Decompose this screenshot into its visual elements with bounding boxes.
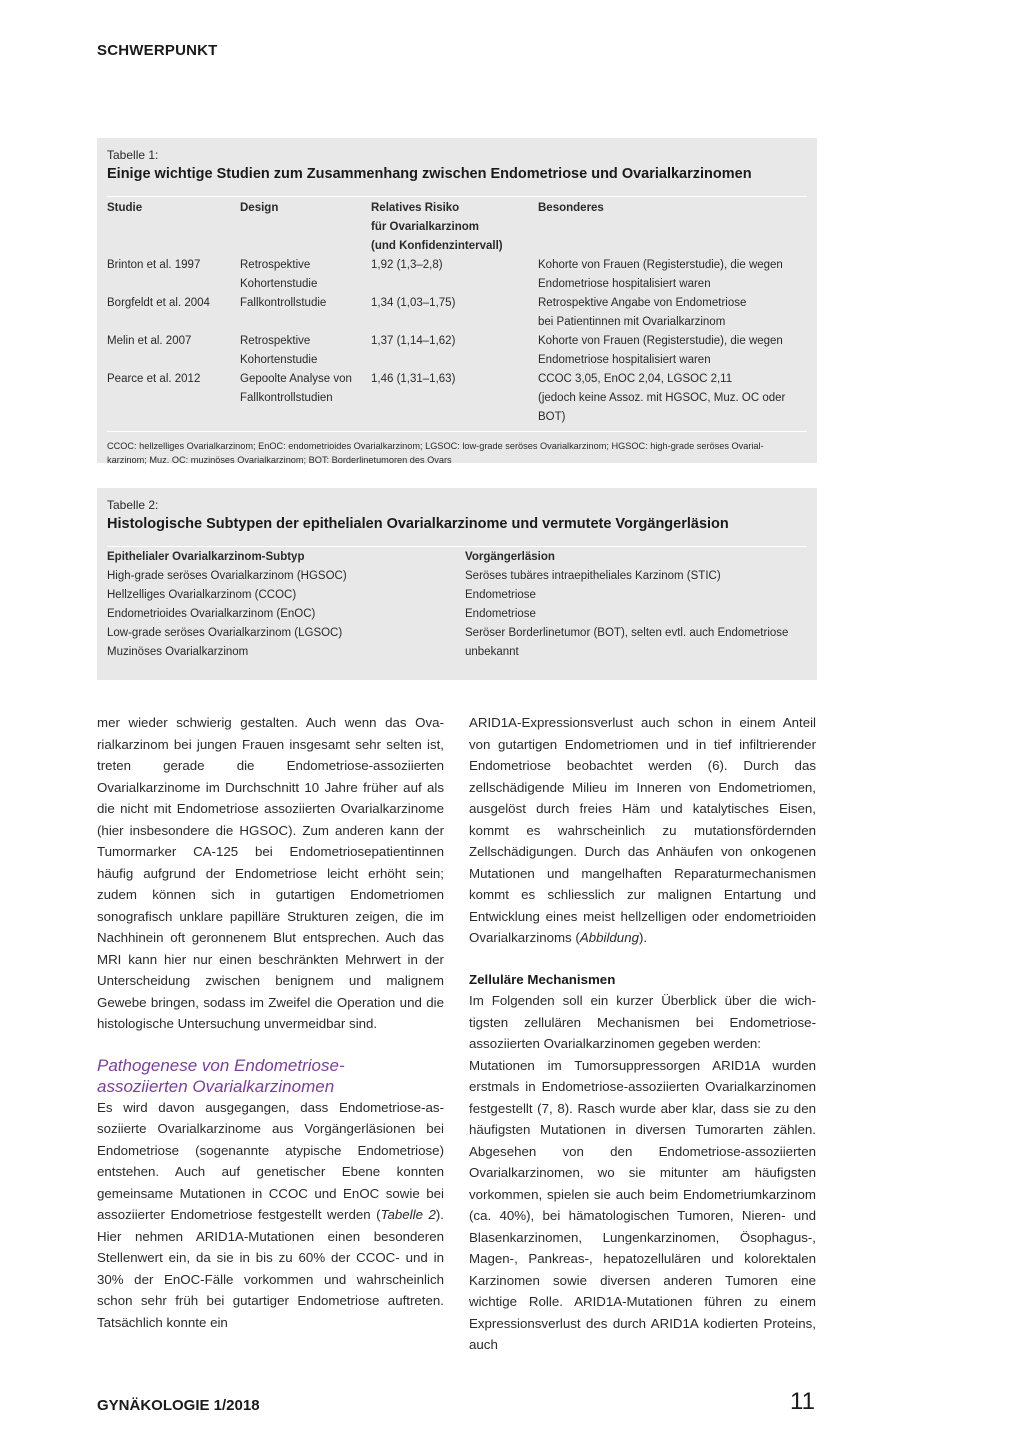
table-row (107, 624, 807, 643)
paragraph: Im Folgenden soll ein kurzer Überblick über die wichtigsten zellulären Mechanismen bei Endometriose-assoziierten Ovarialkarzinomen gegeben werden: (469, 993, 816, 1051)
table-cell: Borgfeldt et al. 2004 (107, 297, 210, 309)
table-2-header-row (107, 548, 807, 567)
section-label: SCHWERPUNKT (97, 42, 218, 59)
table-1 (97, 138, 817, 463)
table-1-header-row (107, 199, 807, 256)
table-2-label: Tabelle 2: (107, 498, 159, 512)
text-run: Es wird davon ausgegangen, dass Endometriose-assoziierte Ovarialkarzinome aus Vorgängerläsionen bei Endometriose (sogenannte atypische Endometriose) entstehen. Auch auf genetischer Ebene konnten gemeinsame Mutationen in CCOC und EnOC sowie bei assoziierter Endometriose festgestellt werden ( (97, 1099, 444, 1222)
table-header-cell: Studie (107, 202, 143, 214)
table-cell: Kohorte von Frauen (Registerstudie), die wegen Endometriose hospitalisiert waren (538, 335, 783, 366)
table-row (107, 567, 807, 586)
figure-reference: Abbildung (579, 930, 639, 945)
table-cell: Hellzelliges Ovarialkarzinom (CCOC) (107, 589, 297, 601)
table-rule (107, 546, 807, 547)
table-1-footnote: CCOC: hellzelliges Ovarialkarzinom; EnOC: endometrioides Ovarialkarzinom; LGSOC: low-grade seröses Ovarialkarzinom; HGSOC: high-grade seröses Ovarial- karzinom; Muz. OC: muzinöses Ovarialkarzinom; BOT: Borderlinetumoren des Ovars (107, 441, 764, 465)
table-header-cell: Besonderes (538, 202, 604, 214)
table-cell: 1,46 (1,31–1,63) (371, 373, 456, 385)
table-1-title: Einige wichtige Studien zum Zusammenhang zwischen Endometriose und Ovarialkarzinomen (107, 166, 752, 182)
table-row (107, 256, 807, 294)
table-cell: Kohorte von Frauen (Registerstudie), die wegen Endometriose hospitalisiert waren (538, 259, 783, 290)
table-header-cell: Vorgängerläsion (465, 551, 555, 563)
table-cell: 1,92 (1,3–2,8) (371, 259, 443, 271)
table-cell: Melin et al. 2007 (107, 335, 192, 347)
table-cell: unbekannt (465, 646, 519, 658)
table-rule (107, 196, 807, 197)
table-cell: Low-grade seröses Ovarialkarzinom (LGSOC) (107, 627, 343, 639)
table-cell: High-grade seröses Ovarialkarzinom (HGSOC) (107, 570, 347, 582)
table-cell: Retrospektive Kohortenstudie (240, 259, 318, 290)
text-run: ). Hier nehmen ARID1A-Mutationen einen besonderen Stellenwert ein, da sie in bis zu 60% der CCOC- und in 30% der EnOC-Fälle vorkommen und wahrscheinlich schon sehr früh bei gutartiger Endometriose auftreten. Tatsächlich konnte ein (97, 1207, 444, 1330)
table-header-cell: Design (240, 202, 279, 214)
table-cell: 1,34 (1,03–1,75) (371, 297, 456, 309)
table-row (107, 605, 807, 624)
table-cell: Gepoolte Analyse von Fallkontrollstudien (240, 373, 352, 404)
subsection-heading: Zelluläre Mechanismen (469, 971, 616, 987)
table-cell: Pearce et al. 2012 (107, 373, 201, 385)
table-cell: Endometriose (465, 589, 536, 601)
table-header-cell: Epithelialer Ovarialkarzinom-Subtyp (107, 551, 305, 563)
body-column-right (469, 712, 816, 1356)
paragraph: Mutationen im Tumorsuppressorgen ARID1A wurden erstmals in Endometriose-assoziierten Ovarialkarzinomen festgestellt (7, 8). Rasch wurde aber klar, dass sie zu den häufigsten Mutationen in diversen Tumorarten zählen. Abgesehen von den Endometriose-assoziierten Ovarialkarzinomen, wo sie mitunter am häufigsten vorkommen, spielen sie auch beim Endometriumkarzinom (ca. 40%), bei hämatologischen Tumoren, Nieren- und Blasenkarzinomen, Lungenkarzinomen, Ösophagus-, Magen-, Pankreas-, hepatozellulären und kolorektalen Karzinomen sowie diversen anderen Tumoren eine wichtige Rolle. ARID1A-Mutationen führen zu einem Expressionsverlust des durch ARID1A kodierten Proteins, auch (469, 1057, 816, 1352)
table-cell: Endometrioides Ovarialkarzinom (EnOC) (107, 608, 316, 620)
table-2-body (107, 567, 807, 662)
table-cell: Brinton et al. 1997 (107, 259, 201, 271)
table-header-cell: Relatives Risiko für Ovarialkarzinom (und Konfidenzintervall) (371, 202, 503, 252)
table-cell: Fallkontrollstudie (240, 297, 327, 309)
table-cell: Endometriose (465, 608, 536, 620)
body-column-left (97, 712, 444, 1333)
table-1-label: Tabelle 1: (107, 148, 159, 162)
paragraph (97, 1097, 444, 1334)
section-heading: Pathogenese von Endometriose- assoziierten Ovarialkarzinomen (97, 1055, 345, 1096)
table-row (107, 294, 807, 332)
table-2-title: Histologische Subtypen der epithelialen Ovarialkarzinome und vermutete Vorgängerläsion (107, 516, 729, 532)
table-cell: CCOC 3,05, EnOC 2,04, LGSOC 2,11 (jedoch keine Assoz. mit HGSOC, Muz. OC oder BOT) (538, 373, 786, 423)
table-2 (97, 488, 817, 680)
table-1-body (107, 256, 807, 427)
table-row (107, 370, 807, 427)
journal-issue: GYNÄKOLOGIE 1/2018 (97, 1397, 260, 1414)
paragraph: mer wieder schwierig gestalten. Auch wenn das Ovarialkarzinom bei jungen Frauen insgesamt sehr selten ist, treten gerade die Endometriose-assoziierten Ovarialkarzinome im Durchschnitt 10 Jahre früher auf als die nicht mit Endometriose assoziierten Ovarialkarzinome (hier insbesondere die HGSOC). Zum anderen kann der Tumormarker CA-125 bei Endometriosepatientinnen häufig aufgrund der Endometriose leicht erhöht sein; zudem können sich in gutartigen Endometriomen sonografisch unklare papilläre Strukturen zeigen, die im Nachhinein oft geronnenem Blut entsprechen. Auch das MRI kann hier nur einen beschränkten Mehrwert in der Unterscheidung zwischen benignem und malignem Gewebe bringen, sodass im Zweifel die Operation und die histologische Untersuchung unvermeidbar sind. (97, 715, 444, 1031)
table-cell: Seröser Borderlinetumor (BOT), selten evtl. auch Endometriose (465, 627, 789, 639)
table-row (107, 586, 807, 605)
text-run: ARID1A-Expressionsverlust auch schon in einem Anteil von gutartigen Endometriomen und in tief infiltrierender Endometriose beobachtet werden (6). Durch das zellschädigende Milieu im Inneren von Endometriomen, ausgelöst durch freies Häm und katalytisches Eisen, kommt es wahrscheinlich zu mutationsfördernden Zellschädigungen. Durch das Anhäufen von onkogenen Mutationen und mangelhaften Reparaturmechanismen kommt es schliesslich zur malignen Entartung und Entwicklung eines meist hellzelligen oder endometrioiden Ovarialkarzinoms ( (469, 715, 816, 945)
text-run: ). (639, 930, 648, 945)
table-cell: Muzinöses Ovarialkarzinom (107, 646, 249, 658)
paragraph (469, 712, 816, 949)
table-cell: Retrospektive Kohortenstudie (240, 335, 318, 366)
table-row (107, 643, 807, 662)
table-row (107, 332, 807, 370)
page-number: 11 (790, 1388, 815, 1415)
table-cell: Retrospektive Angabe von Endometriose bei Patientinnen mit Ovarialkarzinom (538, 297, 747, 328)
table-cell: Seröses tubäres intraepitheliales Karzinom (STIC) (465, 570, 721, 582)
table-reference: Tabelle 2 (380, 1207, 436, 1222)
table-cell: 1,37 (1,14–1,62) (371, 335, 456, 347)
